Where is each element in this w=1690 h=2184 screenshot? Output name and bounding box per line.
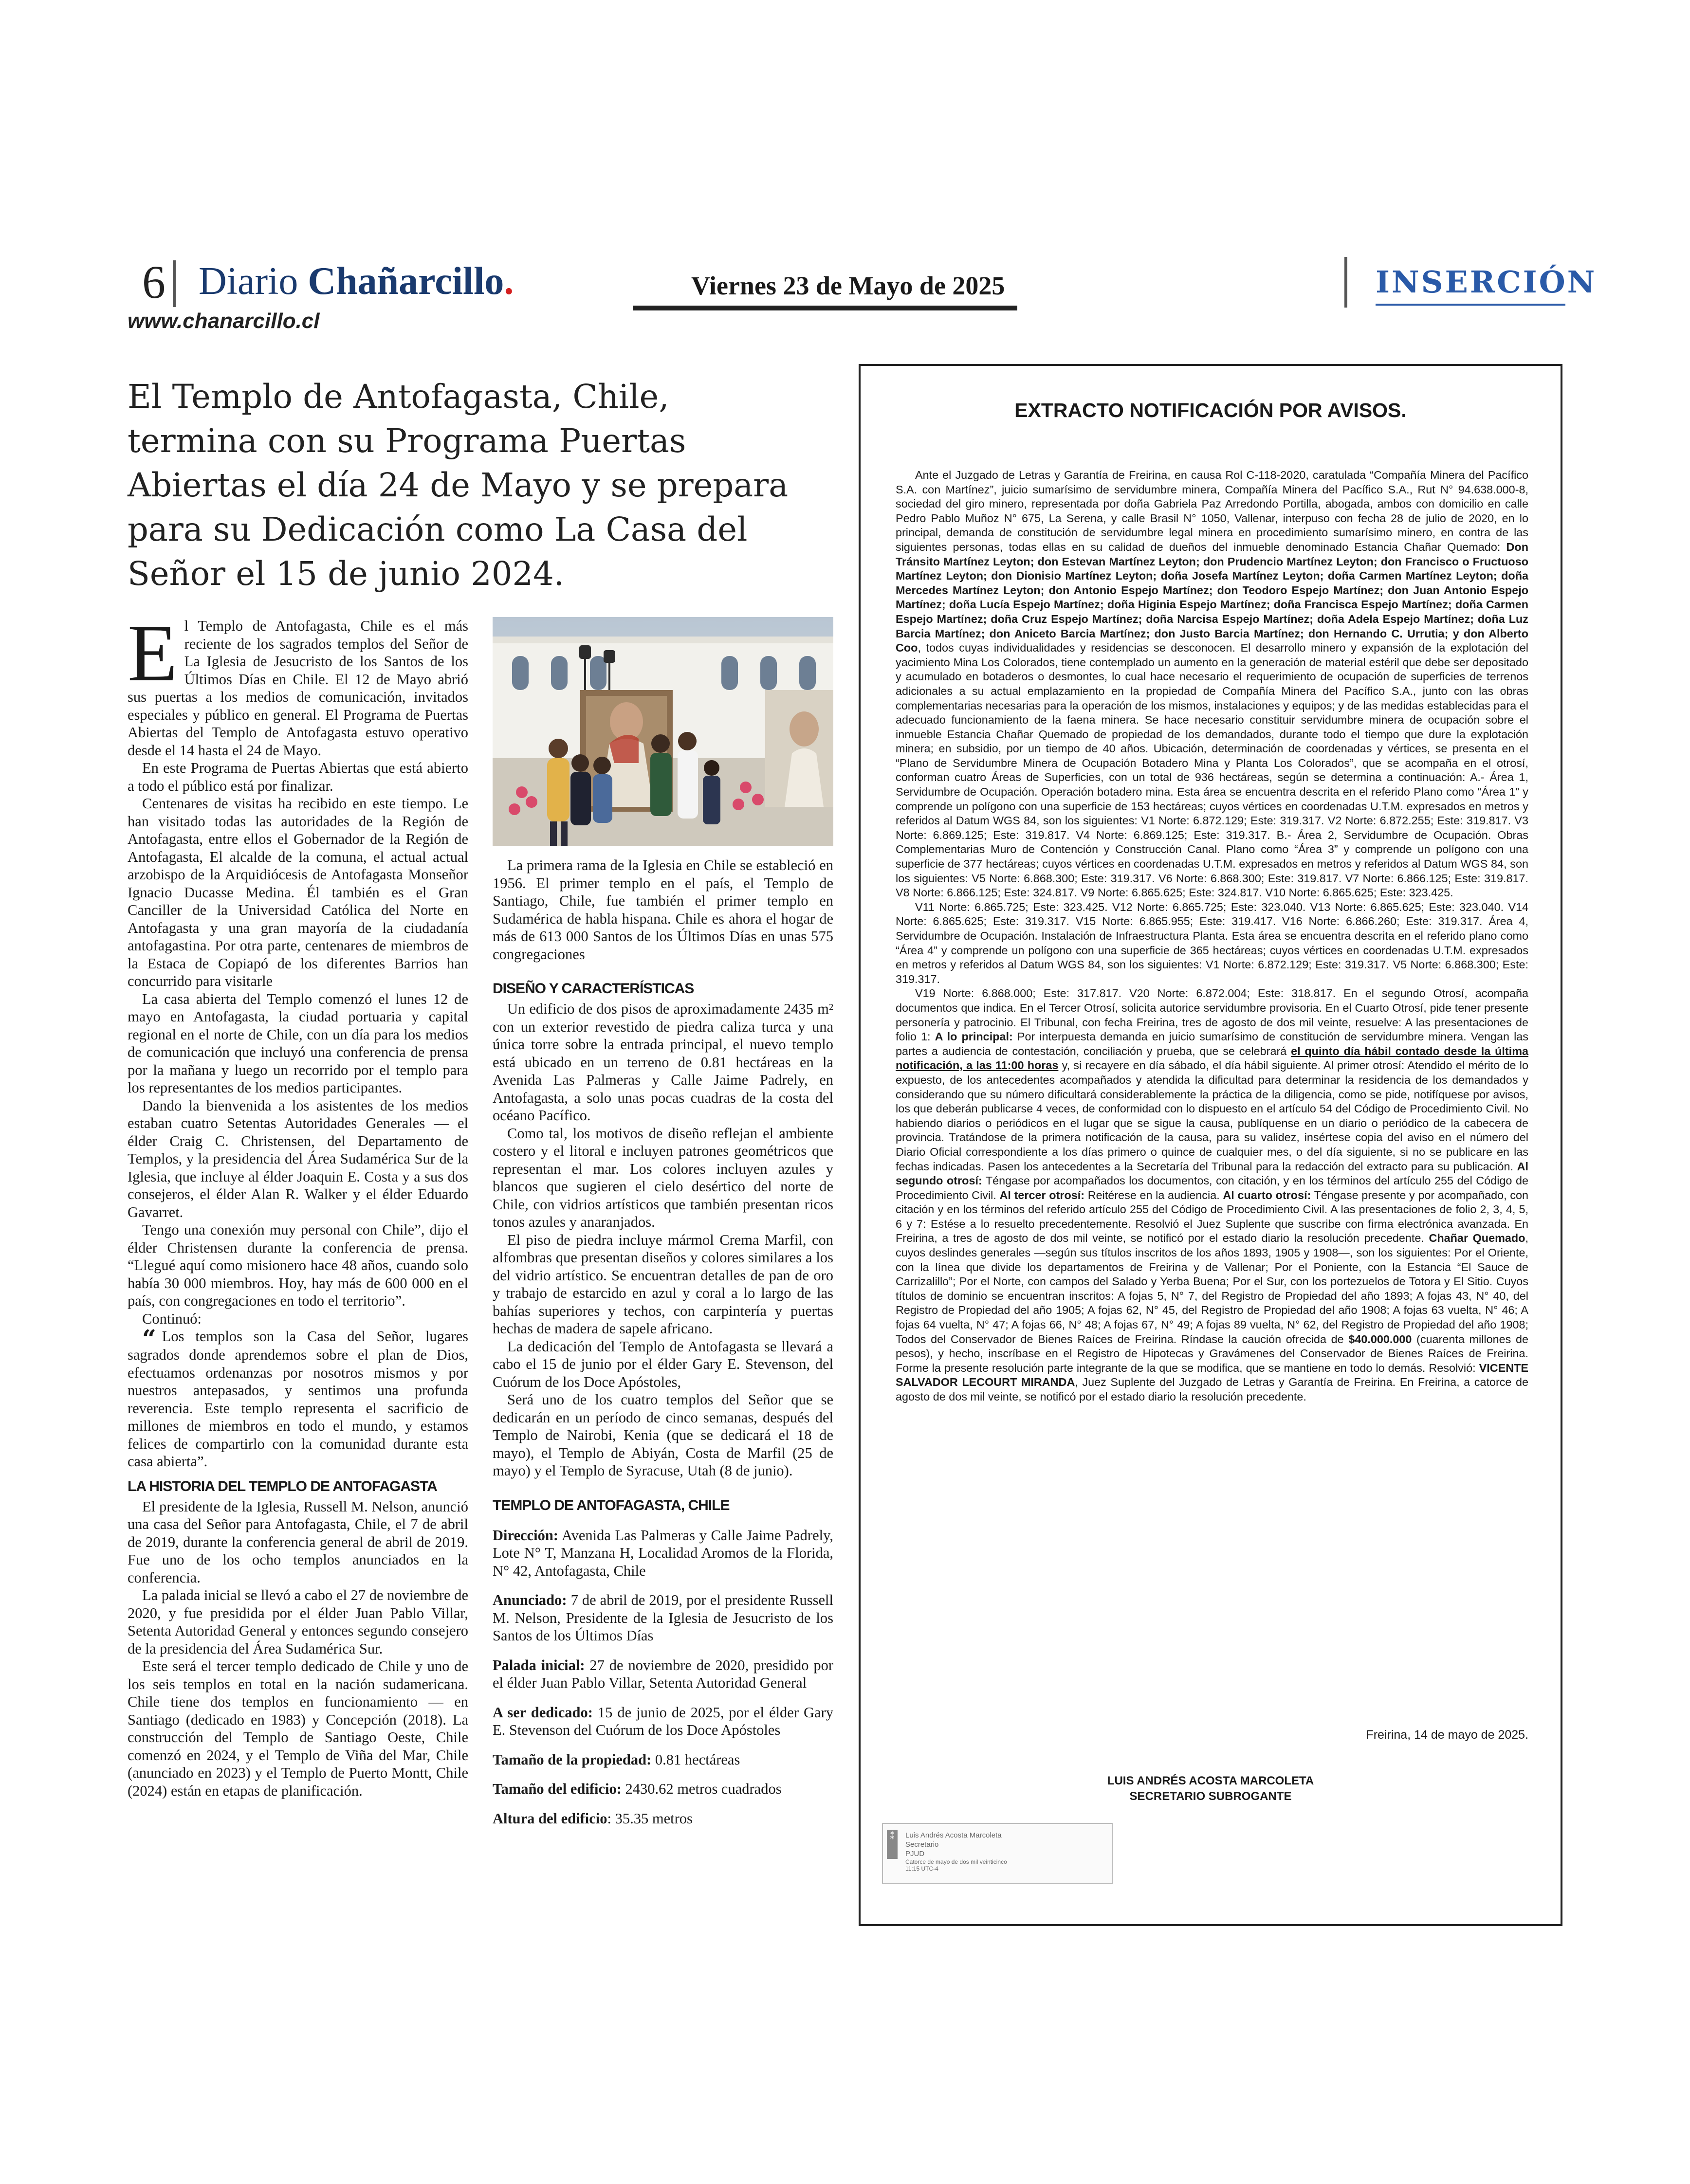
- notice-defendants: Don Tránsito Martínez Leyton; don Estevan Martínez Leyton; don Prudencio Martínez Leyton; don Francisco o Fructuoso Martínez Leyton; don Dionisio Martínez Leyton; doña Josefa Martínez Leyton; doña Carmen Martínez Leyton; doña Mercedes Martínez Leyton; don Antonio Espejo Martínez; don Teodoro Espejo Martínez; don Juan Antonio Espejo Martínez; doña Lucía Espejo Martínez; doña Higinia Espejo Martínez; doña Francisca Espejo Martínez; doña Carmen Espejo Martínez; doña Cruz Espejo Martínez; doña Narcisa Espejo Martínez; doña Adela Espejo Martínez; doña Luz Barcia Martínez; don Aniceto Barcia Martínez; don Justo Barcia Martínez; don Hernando C. Urrutia; y don Alberto Coo: [896, 540, 1528, 655]
- notice-text: V19 Norte: 6.868.000; Este: 317.817. V20 Norte: 6.872.004; Este: 318.817. En el segundo Otrosí, acompaña documentos que indica. En el Tercer Otrosí, solicita autorice servidumbre provisoria. En el Cuarto Otrosí, pide tener presente personería y patrocinio. El Tribunal, con fecha Freirina, tres de agosto de dos mil veinte, resuelve: A las presentaciones de folio 1:: [896, 987, 1528, 1043]
- notice-bold: $40.000.000: [1348, 1332, 1412, 1346]
- fact-label: A ser dedicado:: [493, 1704, 593, 1721]
- header-divider: [1344, 257, 1347, 308]
- signer-title: SECRETARIO SUBROGANTE: [1129, 1790, 1292, 1803]
- fact-value: 7 de abril de 2019, por el presidente Russell M. Nelson, Presidente de la Iglesia de Jesucristo de los Santos de los Últimos Días: [493, 1592, 833, 1644]
- headline-line: El Templo de Antofagasta, Chile,: [128, 378, 669, 416]
- notice-bold: Al tercer otrosí:: [999, 1188, 1085, 1201]
- signer-name: LUIS ANDRÉS ACOSTA MARCOLETA: [1107, 1774, 1314, 1787]
- fact-label: Altura del edificio: [493, 1810, 607, 1827]
- masthead-regular: Diario: [199, 260, 308, 303]
- stamp-court: PJUD: [905, 1850, 925, 1858]
- fact-label: Palada inicial:: [493, 1656, 585, 1674]
- stamp-name: Luis Andrés Acosta Marcoleta: [905, 1831, 1002, 1839]
- temple-group-photo-icon: [493, 617, 833, 846]
- stamp-text: [905, 1831, 1007, 1872]
- article-headline: [128, 375, 838, 596]
- website-url[interactable]: www.chanarcillo.cl: [128, 309, 320, 333]
- notice-text: Téngase por acompañados los documentos, con citación, y en los términos del artículo 255 del Código de Procedimiento Civil.: [896, 1174, 1528, 1201]
- fact-row: [493, 1704, 833, 1739]
- paragraph: El presidente de la Iglesia, Russell M. Nelson, anunció una casa del Señor para Antofagasta, Chile, el 7 de abril de 2019, durante la conferencia general de abril de 2019. Fue uno de los ocho templos anunciados en la conferencia.: [128, 1498, 468, 1586]
- masthead-bold: Chañarcillo: [308, 260, 504, 303]
- notice-text: , Juez Suplente del Juzgado de Letras y Garantía de Freirina. En Freirina, a catorce de agosto de dos mil veinte, se notificó por el estado diario la resolución precedente.: [896, 1376, 1528, 1403]
- notice-signer: [861, 1773, 1561, 1804]
- fact-value: Avenida Las Palmeras y Calle Jaime Padrely, Lote N° T, Manzana H, Localidad Aromos de la Florida, N° 42, Antofagasta, Chile: [493, 1527, 833, 1579]
- issue-date: Viernes 23 de Mayo de 2025: [691, 271, 1005, 300]
- notice-bold: Al cuarto otrosí:: [1223, 1188, 1311, 1201]
- article-column-1: [128, 608, 468, 1800]
- paragraph: En este Programa de Puertas Abiertas que está abierto a todo el público está por finalizar.: [128, 760, 468, 794]
- notice-text: Ante el Juzgado de Letras y Garantía de Freirina, en causa Rol C-118-2020, caratulada “Compañía Minera del Pacífico S.A. con Martínez”, juicio sumarísimo de servidumbre minera, Compañía Minera del Pacífico S.A., Rut N° 94.638.000-8, sociedad del giro minero, representada por doña Gabriela Paz Arredondo Portilla, abogada, ambos con domicilio en calle Pedro Pablo Muñoz N° 675, La Serena, y calle Brasil N° 1050, Vallenar, interpuso con fecha 28 de julio de 2020, en lo principal, demanda de constitución de servidumbre legal minera en procedimiento sumarísimo minero, en contra de las siguientes personas, todas ellas en su calidad de dueños del inmueble denominado Estancia Chañar Quemado:: [896, 469, 1528, 553]
- quote-mark-icon: “: [142, 1324, 156, 1353]
- article-column-2: [493, 856, 833, 1827]
- paragraph: Será uno de los cuatro templos del Señor que se dedicarán en un período de cinco semanas, después del Templo de Nairobi, Kenia (que se dedicará el 18 de mayo), el Templo de Abiyán, Costa de Marfil (25 de mayo) y el Templo de Syracuse, Utah (8 de junio).: [493, 1391, 833, 1479]
- notice-text: (cuarenta millones de pesos), y hecho, inscríbase en el Registro de Hipotecas y Gravámenes del Conservador de Bienes Raíces de Freirina. Forme la presente resolución parte integrante de la que se modifica, que se mantiene en todo lo demás. Resolvió:: [896, 1332, 1528, 1374]
- drop-cap: E: [128, 608, 178, 698]
- date-underline: [633, 306, 1017, 310]
- design-heading: DISEÑO Y CARACTERÍSTICAS: [493, 981, 694, 997]
- header-divider: [173, 260, 176, 307]
- headline-line: para su Dedicación como La Casa del: [128, 510, 748, 548]
- stamp-date: Catorce de mayo de dos mil veinticinco: [905, 1858, 1007, 1865]
- fact-row: [493, 1591, 833, 1645]
- headline-line: termina con su Programa Puertas: [128, 422, 686, 460]
- paragraph: Este será el tercer templo dedicado de Chile y uno de los seis templos en total en la nación sudamericana. Chile tiene dos templos en funcionamiento — en Santiago (dedicado en 1983) y Concepción (2018). La construcción del Templo de Santiago Oeste, Chile comenzó en 2024, y el Templo de Viña del Mar, Chile (anunciado en 2023) y el Templo de Puerto Montt, Chile (2024) están en etapas de planificación.: [128, 1658, 468, 1799]
- fact-label: Tamaño del edificio:: [493, 1781, 622, 1797]
- notice-bold: Chañar Quemado: [1429, 1232, 1525, 1245]
- fact-label: Tamaño de la propiedad:: [493, 1751, 652, 1768]
- fact-row: [493, 1810, 833, 1828]
- notice-paragraph: V11 Norte: 6.865.725; Este: 323.425. V12 Norte: 6.865.725; Este: 323.040. V13 Norte: 6.865.625; Este: 323.040. V14 Norte: 6.865.625; Este: 319.317. V15 Norte: 6.865.955; Este: 319.417. V16 Norte: 6.866.260; Este: 319.317. Área 4, Servidumbre de Ocupación. Instalación de Infraestructura Planta. Esta área se encuentra descrita en el referido plano como “Área 4” y comprende un polígono con una superficie de 365 hectáreas; cuyos vértices en coordenadas U.T.M. expresados en metros y referidos al Datum WGS 84, son los siguientes: V1 Norte: 6.872.129; Este: 319.317. V5 Norte: 6.868.300; Este: 319.317.: [896, 900, 1528, 985]
- electronic-signature-stamp: [882, 1823, 1113, 1884]
- section-label: INSERCIÓN: [1376, 264, 1597, 300]
- paragraph: La casa abierta del Templo comenzó el lunes 12 de mayo en Antofagasta, la ciudad portuaria y capital regional en el norte de Chile, con un día para los medios de comunicación que incluyó una conferencia de prensa por la mañana y luego un recorrido por el templo para los representantes de los medios participantes.: [128, 990, 468, 1096]
- fact-row: [493, 1751, 833, 1769]
- notice-text: , cuyos deslindes generales —según sus títulos inscritos de los años 1893, 1905 y 1908—, son los siguientes: Por el Oriente, con la línea que divide los departamentos de Freirina y de Vallenar; Por el Poniente, con la Estancia “El Sauce de Carrizalillo”; Por el Norte, con campos del Salado y Yerba Buena; Por el Sur, con los portezuelos de Totora y El Sitio. Cuyos títulos de dominio se encuentran inscritos: A fojas 5, N° 7, del Registro de Propiedad del año 1893; A fojas 43, N° 40, del Registro de Propiedad del año 1905; A fojas 62, N° 45, del Registro de Propiedad del año 1908; A fojas 63 vuelta, N° 46; A fojas 64 vuelta, N° 47; A fojas 66, N° 48; A fojas 67, N° 49; A fojas 89 vuelta, N° 62, del Registro de Propiedad del año 1908; Todos del Conservador de Bienes Raíces de Freirina. Ríndase la caución ofrecida de: [896, 1232, 1528, 1346]
- section-underline: [1376, 304, 1565, 306]
- masthead-dot: .: [504, 260, 514, 303]
- notice-title: EXTRACTO NOTIFICACIÓN POR AVISOS.: [1014, 399, 1407, 421]
- notice-place-date: Freirina, 14 de mayo de 2025.: [1366, 1728, 1528, 1742]
- stamp-time: 11:15 UTC-4: [905, 1865, 938, 1872]
- fact-label: Dirección:: [493, 1527, 558, 1544]
- paragraph: Tengo una conexión muy personal con Chile”, dijo el élder Christensen durante la conferencia de prensa. “Llegué aquí como misionero hace 48 años, cuando solo había 30 000 miembros. Hoy, hay más de 600 000 en el país, con congregaciones en todo el territorio”.: [128, 1221, 468, 1309]
- fact-label: Anunciado:: [493, 1592, 567, 1608]
- paragraph: Un edificio de dos pisos de aproximadamente 2435 m² con un exterior revestido de piedra caliza turca y una única torre sobre la entrada principal, el nuevo templo está ubicado en un terreno de 0.81 hectáreas en la Avenida Las Palmeras y Calle Jaime Padrely, en Antofagasta, a solo unas pocas cuadras de la costa del océano Pacífico.: [493, 1001, 833, 1124]
- paragraph: Centenares de visitas ha recibido en este tiempo. Le han visitado todas las autoridades de la Región de Antofagasta, entre ellos el Gobernador de la Región de Antofagasta, El alcalde de la comuna, el actual actual arzobispo de la Arquidiócesis de Antofagasta Monseñor Ignacio Ducasse Medina. Él también es el Gran Canciller de la Universidad Católica del Norte en Antofagasta y una gran mayoría de la ciudadanía antofagastina. Por otra parte, centenares de miembros de la Estaca de Copiapó de los diferentes Barrios han concurrido para visitarle: [128, 795, 468, 989]
- paragraph: La palada inicial se llevó a cabo el 27 de noviembre de 2020, y fue presidida por el élder Juan Pablo Villar, Setenta Autoridad General y entonces segundo consejero de la presidencia del Área Sudamérica Sur.: [128, 1587, 468, 1657]
- lead-text: l Templo de Antofagasta, Chile es el más reciente de los sagrados templos del Señor de La Iglesia de Jesucristo de los Santos de los Últimos Días en Chile. El 12 de Mayo abrió sus puertas a los medios de comunicación, invitados especiales y público en general. El Programa de Puertas Abiertas del Templo de Antofagasta estuvo operativo desde el 14 hasta el 24 de Mayo.: [128, 618, 468, 759]
- quote-paragraph: [128, 1324, 468, 1471]
- fact-value: 2430.62 metros cuadrados: [621, 1781, 782, 1797]
- notice-hearing-date: el quinto día hábil contado desde la última notificación, a las 11:00 horas: [896, 1044, 1528, 1072]
- headline-line: Señor el 15 de junio 2024.: [128, 555, 565, 593]
- notice-judge-name: VICENTE SALVADOR LECOURT MIRANDA: [896, 1361, 1528, 1389]
- fact-value: : 35.35 metros: [607, 1810, 693, 1827]
- notice-body: [896, 468, 1528, 1404]
- paragraph: La dedicación del Templo de Antofagasta se llevará a cabo el 15 de junio por el élder Gary E. Stevenson, del Cuórum de los Doce Apóstoles,: [493, 1338, 833, 1390]
- masthead: [199, 257, 514, 306]
- paragraph: El piso de piedra incluye mármol Crema Marfil, con alfombras que presentan diseños y colores similares a los del vidrio artístico. Se encuentran detalles de pan de oro y trabajo de estarcido en azul y coral a lo largo de las bahías superiores y techos, con carpintería y puertas hechas de madera de sapele africano.: [493, 1231, 833, 1337]
- notice-paragraph: [896, 986, 1528, 1404]
- fact-value: 27 de noviembre de 2020, presidido por el élder Juan Pablo Villar, Setenta Autoridad General: [493, 1656, 834, 1691]
- fact-row: [493, 1780, 833, 1798]
- facts-heading: TEMPLO DE ANTOFAGASTA, CHILE: [493, 1497, 730, 1513]
- page-number: 6: [142, 256, 165, 308]
- notice-text: y, si recayere en día sábado, el día hábil siguiente. Al primer otrosí: Atendido el mérito de lo expuesto, de los antecedentes acompañados y atendida la dificultad para determinar la residencia de los demandados y considerando que su número dificultará considerablemente la práctica de la diligencia, como se pide, notifíquese por avisos, los que deberán publicarse 4 veces, de conformidad con lo dispuesto en el artículo 54 del Código de Procedimiento Civil. No habiendo diarios o periódicos en el lugar que se sigue la causa, publíquense en un diario o periódico de la cabecera de provincia. Tratándose de la primera notificación de la causa, para su validez, insértese copia del aviso en el número del Diario Oficial correspondiente a los días primero o quince de cualquier mes, o del día siguiente, si no se publicare en las fechas indicadas. Pasen los antecedentes a la Secretaría del Tribunal para la redacción del extracto para su publicación.: [896, 1059, 1528, 1173]
- history-heading: LA HISTORIA DEL TEMPLO DE ANTOFAGASTA: [128, 1478, 437, 1494]
- notice-bold: Al segundo otrosí:: [896, 1160, 1528, 1187]
- article-photo: [493, 617, 833, 846]
- stamp-role: Secretario: [905, 1840, 939, 1849]
- paragraph: Continuó:: [142, 1310, 202, 1327]
- paragraph: Dando la bienvenida a los asistentes de los medios estaban cuatro Setentas Autoridades Generales — el élder Craig C. Christensen, del Departamento de Templos, y la presidencia del Área Sudamérica Sur de la Iglesia, que incluye al élder Joaquin E. Costa y a sus dos consejeros, el élder Alan R. Walker y el élder Eduardo Gavarret.: [128, 1097, 468, 1220]
- headline-line: Abiertas el día 24 de Mayo y se prepara: [128, 466, 789, 504]
- pjud-logo-icon: ⁑: [887, 1830, 898, 1859]
- lead-paragraph: [128, 608, 468, 759]
- notice-text: Por interpuesta demanda en juicio sumarísimo de constitución de servidumbre minera. Vengan las partes a audiencia de contestación, conciliación y prueba, que se celebrará: [896, 1030, 1529, 1057]
- notice-text: , todos cuyas individualidades y residencias se desconocen. El desarrollo minero y expansión de la explotación del yacimiento Mina Los Colorados, tiene contemplado un aumento en la generación de material estéril que debe ser depositado y acumulado en botaderos o desmontes, lo cual hace necesario el requerimiento de ocupación de superficies de terrenos adicionales a su actual emplazamiento en la propiedad de Compañía Minera del Pacífico S.A., junto con las obras complementarias necesarias para la operación de los mismos, instalaciones y equipos; y de las medidas establecidas para el adecuado funcionamiento de la faena minera. Se hace necesario constituir servidumbre minera de ocupación sobre el inmueble Estancia Chañar Quemado de propiedad de los demandados, durante todo el tiempo que dure la explotación minera; en subsidio, por un tiempo de 40 años. Ubicación, determinación de coordenadas y vértices, se presenta en el “Plano de Servidumbre Minera de Ocupación Botadero Mina y Planta Los Colorados”, que se acompaña en el otrosí, conforman cuatro Áreas de Superficies, con un total de 936 hectáreas, según se determina a continuación: A.- Área 1, Servidumbre de Ocupación. Operación botadero mina. Esta área se encuentra descrita en el referido Plano como “Área 1” y comprende un polígono con una superficie de 153 hectáreas; cuyos vértices en coordenadas U.T.M. expresados en metros y referidos al Datum WGS 84, son los siguientes: V1 Norte: 6.872.129; Este: 319.317. V2 Norte: 6.872.255; Este: 319.817. V3 Norte: 6.869.125; Este: 319.817. V4 Norte: 6.869.125; Este: 319.317. B.- Área 2, Servidumbre de Ocupación. Obras Complementarias Muro de Contención y Construcción Canal. Plano como “Área 3” y comprende un polígono con una superficie de 377 hectáreas; cuyos vértices en coordenadas U.T.M. expresados en metros y referidos al Datum WGS 84, son los siguientes: V5 Norte: 6.868.300; Este: 319.317. V6 Norte: 6.868.300; Este: 319.817. V7 Norte: 6.866.125; Este: 319.817. V8 Norte: 6.866.125; Este: 324.817. V9 Norte: 6.865.625; Este: 324.817. V10 Norte: 6.865.625; Este: 323.425.: [896, 641, 1528, 899]
- notice-bold: A lo principal:: [935, 1030, 1013, 1043]
- photo-caption: La primera rama de la Iglesia en Chile se estableció en 1956. El primer templo en el país, el Templo de Santiago, Chile, fue también el primer templo en Sudamérica de habla hispana. Chile es ahora el hogar de más de 613 000 Santos de los Últimos Días en unas 575 congregaciones: [493, 857, 833, 963]
- legal-notice-box: [859, 364, 1562, 1926]
- fact-row: [493, 1527, 833, 1580]
- notice-paragraph: [896, 468, 1528, 900]
- fact-row: [493, 1656, 833, 1692]
- paragraph: Como tal, los motivos de diseño reflejan el ambiente costero y el litoral e incluyen patrones geométricos que representan el mar. Los colores incluyen azules y blancos que sugieren el cielo desértico del norte de Chile, con vidrios artísticos que también presentan ricos tonos azules y anaranjados.: [493, 1125, 833, 1230]
- fact-value: 15 de junio de 2025, por el élder Gary E. Stevenson del Cuórum de los Doce Apóstoles: [493, 1704, 833, 1738]
- notice-text: Reitérese en la audiencia.: [1084, 1188, 1223, 1201]
- fact-value: 0.81 hectáreas: [651, 1751, 740, 1768]
- quote-text: Los templos son la Casa del Señor, lugares sagrados donde aprendemos sobre el plan de Dios, efectuamos ordenanzas por nosotros mismos y por nuestros antepasados, y sentimos una profunda reverencia. Este templo representa el sacrificio de millones de miembros en todo el mundo, y estamos felices de compartirlo con la comunidad durante esta casa abierta”.: [128, 1328, 468, 1470]
- notice-text: Téngase presente y por acompañado, con citación y en los términos del referido artículo 255 del Código de Procedimiento Civil. A las presentaciones de folio 2, 3, 4, 5, 6 y 7: Estése a lo resuelto precedentemente. Resolvió el Juez Suplente que suscribe con firma electrónica avanzada. En Freirina, a tres de agosto de dos mil veinte, se notificó por el estado diario la resolución precedente.: [896, 1188, 1528, 1245]
